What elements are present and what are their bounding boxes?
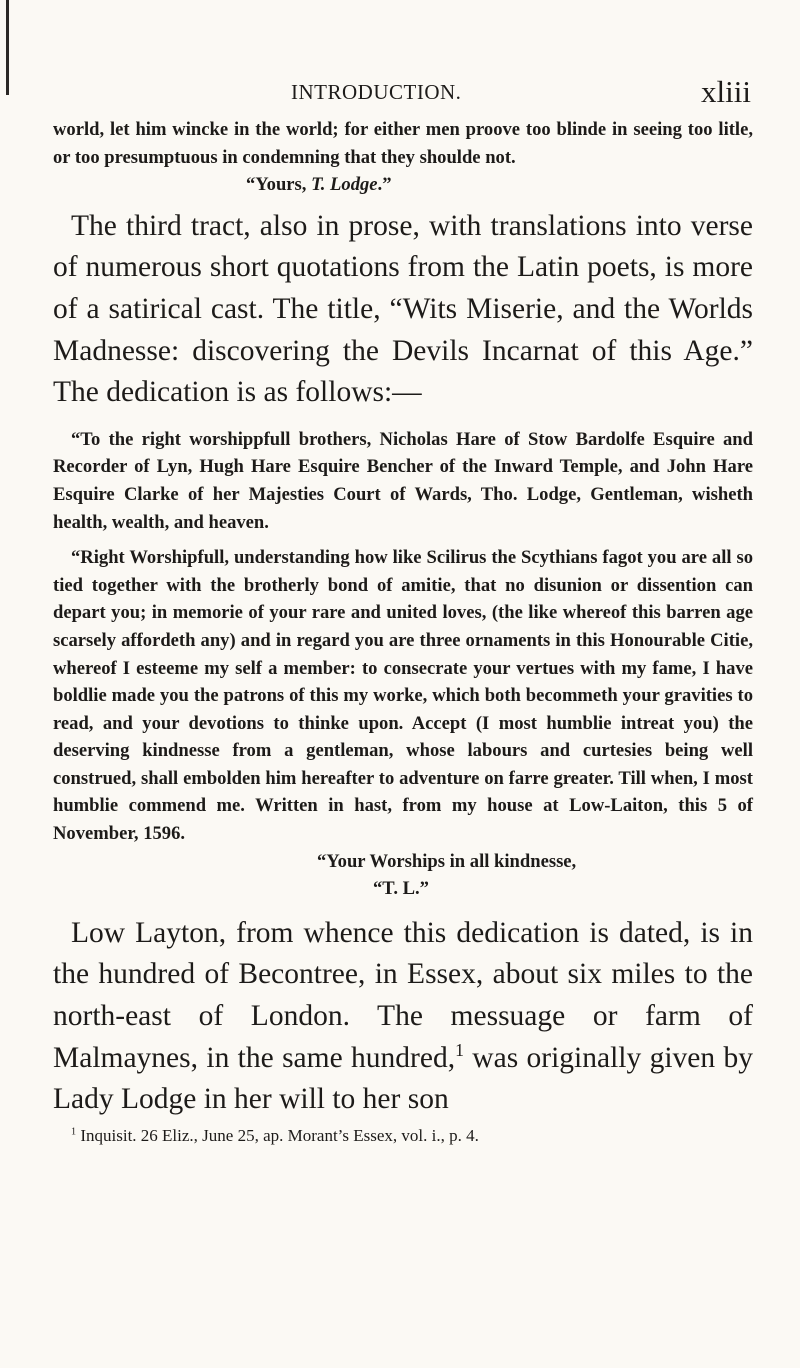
paragraph-third-tract: The third tract, also in prose, with translations into verse of numerous short quotations from the Latin poets, is more of a satirical cast. The title, “Wits Miserie, and the Worlds Madnesse: discovering the Devils Incarnat of this Age.” The dedication is as follows:— bbox=[53, 209, 753, 409]
paragraph-low-layton bbox=[53, 913, 753, 1121]
running-head: INTRODUCTION. bbox=[291, 80, 462, 104]
footnote-reference: 1 bbox=[455, 1039, 464, 1060]
page-header bbox=[53, 74, 753, 116]
letter-closing-name: T. Lodge bbox=[311, 174, 378, 196]
letter-end-text: world, let him wincke in the world; for either men proove too blinde in seeing too litle, or too presumptuous in condemning that they shoulde not. bbox=[53, 119, 753, 168]
low-layton-text: Low Layton, from whence this dedication is dated, is in the hundred of Becontree, in Essex, about six miles to the north-east of London. The messuage or farm of Malmaynes, in the same hundred, bbox=[53, 916, 753, 1074]
dedication-initials: “T. L.” bbox=[373, 878, 429, 900]
page-number: xliii bbox=[701, 74, 751, 109]
dedication-signoff: “Your Worships in all kindnesse, bbox=[317, 850, 577, 872]
footnote-marker: 1 bbox=[71, 1126, 77, 1138]
letter-end bbox=[53, 116, 753, 199]
footnote-text: Inquisit. 26 Eliz., June 25, ap. Morant’s Essex, vol. i., p. 4. bbox=[76, 1125, 479, 1145]
dedication-address: “To the right worshippfull brothers, Nicholas Hare of Stow Bardolfe Esquire and Recorder of Lyn, Hugh Hare Esquire Bencher of the Inward Temple, and John Hare Esquire Clarke of her Majesties Court of Wards, Tho. Lodge, Gentleman, wisheth health, wealth, and heaven. bbox=[53, 428, 753, 533]
letter-closing bbox=[53, 171, 753, 199]
letter-closing-suffix: .” bbox=[377, 174, 392, 196]
dedication bbox=[53, 426, 753, 903]
dedication-body: “Right Worshipfull, understanding how like Scilirus the Scythians fagot you are all so tied together with the brotherly bond of amitie, that no disunion or dissention can depart you; in memorie of your rare and united loves, (the like whereof this barren age scarsely affordeth any) and in regard you are three ornaments in this Honourable Citie, whereof I esteeme my self a member: to consecrate your vertues with my fame, I have boldlie made you the patrons of this my worke, which both becommeth your gravities to read, and your devotions to thinke upon. Accept (I most humblie intreat you) the deserving kindnesse from a gentleman, whose labours and curtesies being well construed, shall embolden him hereafter to adventure on farre greater. Till when, I most humblie commend me. Written in hast, from my house at Low-Laiton, this 5 of November, 1596. bbox=[53, 547, 753, 845]
page-edge-line bbox=[6, 0, 9, 95]
letter-closing-prefix: “Yours, bbox=[246, 174, 312, 196]
low-layton-text-after: was originally given by Lady Lodge in her will to her son bbox=[53, 1041, 753, 1116]
footnote bbox=[53, 1125, 753, 1147]
book-page bbox=[53, 74, 753, 1147]
